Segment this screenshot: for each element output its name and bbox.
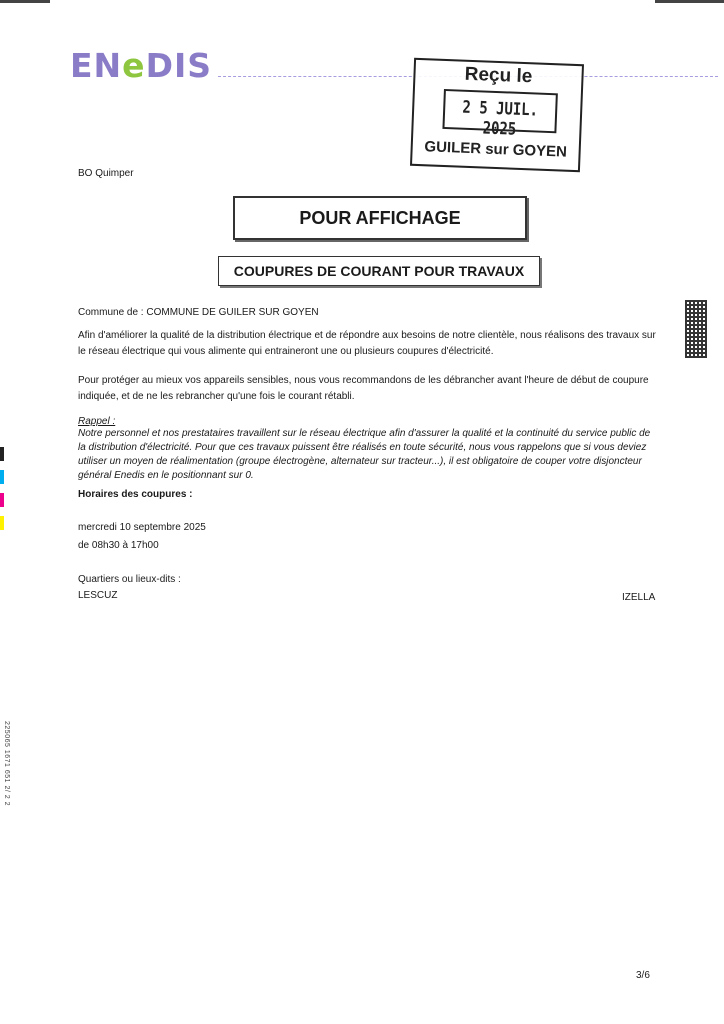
- stamp-date-box: [442, 89, 557, 140]
- scan-edge-mark-right: [655, 0, 724, 3]
- advice-paragraph: Pour protéger au mieux vos appareils sensibles, nous vous recommandons de les débrancher avant l'heure de début de coupure indiquée, et de ne les rebrancher qu'une fois le courant rétabli.: [78, 375, 649, 402]
- commune-line: Commune de : COMMUNE DE GUILER SUR GOYEN: [78, 307, 319, 318]
- reminder-text: Notre personnel et nos prestataires travaillent sur le réseau électrique afin d'assurer la qualité et la continuité du service public de la distribution d'électricité. Pour que ces travaux puissent être réalisés en toute sécurité, nous vous rappelons que si vous deviez utiliser un moyen de réalimentation (groupe électrogène, alternateur sur tracteur...), il est obligatoire de couper votre disjoncteur général Enedis en le positionnant sur 0.: [78, 428, 651, 481]
- print-mark-yellow: [0, 516, 4, 530]
- logo-text-part3: DIS: [145, 46, 213, 85]
- enedis-logo: [70, 46, 212, 85]
- scan-edge-mark-left: [0, 0, 50, 3]
- location-item: IZELLA: [622, 592, 656, 603]
- stamp-title: Reçu le: [464, 63, 533, 88]
- stamp-date: 2 5 JUIL. 2025: [462, 97, 539, 140]
- print-mark-cyan: [0, 470, 4, 484]
- received-stamp: [410, 58, 584, 172]
- logo-text-part2: e: [122, 46, 146, 85]
- print-mark-black: [0, 447, 4, 461]
- title-box: POUR AFFICHAGE: [233, 196, 527, 240]
- reminder-label: Rappel :: [78, 416, 116, 427]
- sender-office: BO Quimper: [78, 168, 134, 179]
- subtitle-box: COUPURES DE COURANT POUR TRAVAUX: [218, 256, 540, 286]
- page-number: 3/6: [636, 970, 650, 981]
- location-item: LESCUZ: [78, 590, 118, 601]
- side-print-code: 225065 1671 651 2/ 2 2: [2, 721, 10, 806]
- logo-text-part1: EN: [70, 46, 123, 85]
- schedule-label: Horaires des coupures :: [78, 489, 193, 500]
- locations-label: Quartiers ou lieux-dits :: [78, 574, 181, 585]
- datamatrix-code: [685, 300, 707, 358]
- stamp-place: GUILER sur GOYEN: [424, 138, 568, 161]
- intro-paragraph: Afin d'améliorer la qualité de la distribution électrique et de répondre aux besoins de notre clientèle, nous réalisons des travaux sur le réseau électrique qui vous alimente qui entraineront une ou plusieurs coupures d'électricité.: [78, 330, 656, 357]
- print-mark-magenta: [0, 493, 4, 507]
- outage-date: mercredi 10 septembre 2025: [78, 522, 206, 533]
- outage-time: de 08h30 à 17h00: [78, 540, 159, 551]
